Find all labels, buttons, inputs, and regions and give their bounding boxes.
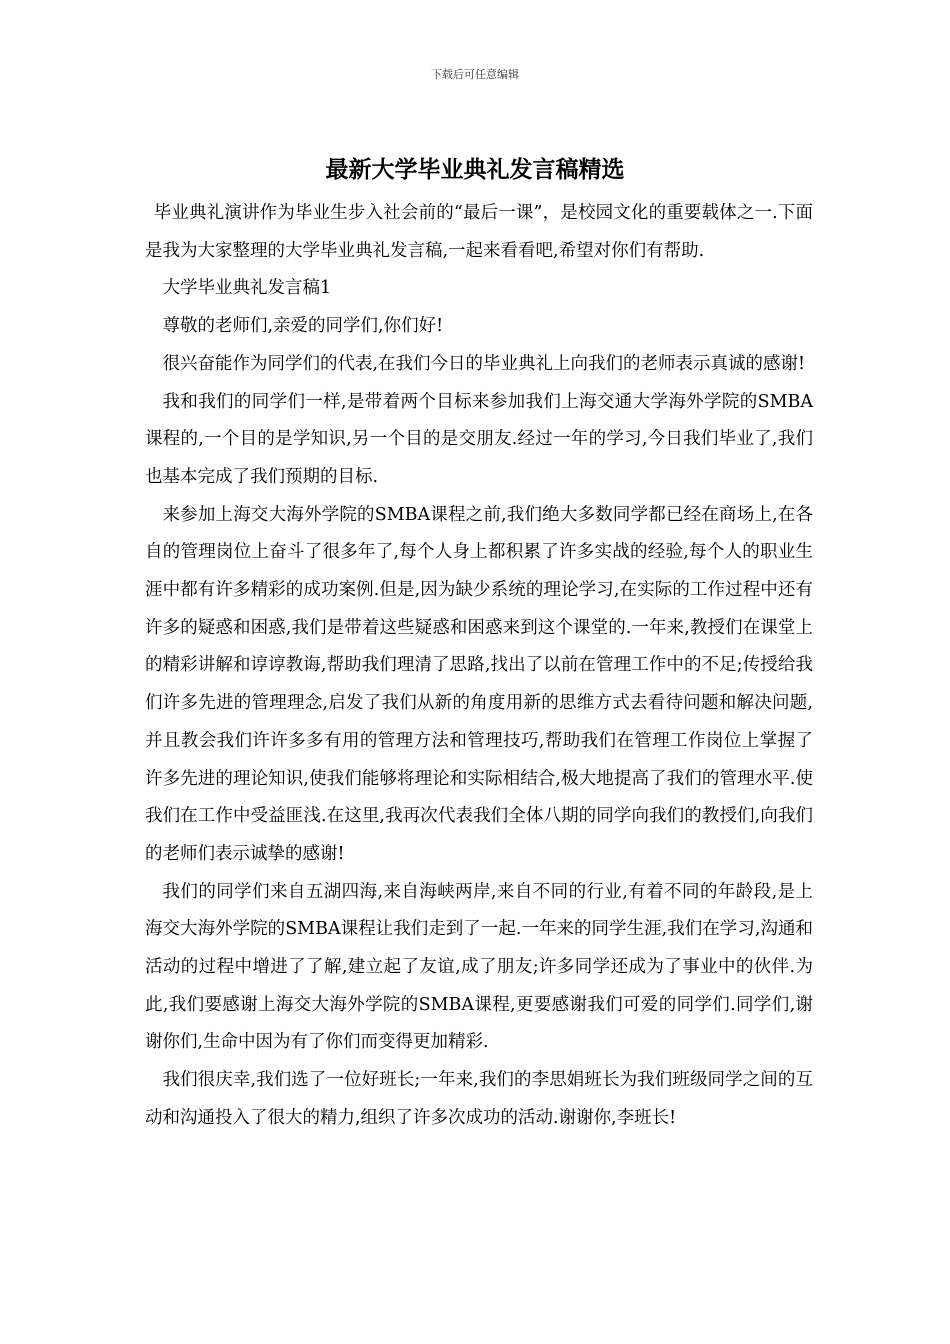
paragraph: 我们很庆幸,我们选了一位好班长;一年来,我们的李思娟班长为我们班级同学之间的互动和沟通投入了很大的精力,组织了许多次成功的活动.谢谢你,李班长! — [145, 1070, 813, 1128]
document-body — [145, 195, 813, 1138]
paragraph-intro: 毕业典礼演讲作为毕业生步入社会前的“最后一课”，是校园文化的重要载体之一.下面是我为大家整理的大学毕业典礼发言稿,一起来看看吧,希望对你们有帮助. — [145, 203, 813, 261]
paragraph: 我和我们的同学们一样,是带着两个目标来参加我们上海交通大学海外学院的SMBA课程的,一个目的是学知识,另一个目的是交朋友.经过一年的学习,今日我们毕业了,我们也基本完成了我们预期的目标. — [145, 391, 813, 487]
header-note: 下载后可任意编辑 — [431, 68, 519, 81]
section-heading: 大学毕业典礼发言稿1 — [162, 278, 332, 299]
paragraph: 来参加上海交大海外学院的SMBA课程之前,我们绝大多数同学都已经在商场上,在各自的管理岗位上奋斗了很多年了,每个人身上都积累了许多实战的经验,每个人的职业生涯中都有许多精彩的成功案例.但是,因为缺少系统的理论学习,在实际的工作过程中还有许多的疑惑和困惑,我们是带着这些疑惑和困惑来到这个课堂的.一年来,教授们在课堂上的精彩讲解和谆谆教诲,帮助我们理清了思路,找出了以前在管理工作中的不足;传授给我们许多先进的管理理念,启发了我们从新的角度用新的思维方式去看待问题和解决问题,并且教会我们许许多多有用的管理方法和管理技巧,帮助我们在管理工作岗位上掌握了许多先进的理论知识,使我们能够将理论和实际相结合,极大地提高了我们的管理水平.使我们在工作中受益匪浅.在这里,我再次代表我们全体八期的同学向我们的教授们,向我们的老师们表示诚挚的感谢! — [145, 504, 813, 864]
paragraph: 我们的同学们来自五湖四海,来自海峡两岸,来自不同的行业,有着不同的年龄段,是上海交大海外学院的SMBA课程让我们走到了一起.一年来的同学生涯,我们在学习,沟通和活动的过程中增进了了解,建立起了友谊,成了朋友;许多同学还成为了事业中的伙伴.为此,我们要感谢上海交大海外学院的SMBA课程,更要感谢我们可爱的同学们.同学们,谢谢你们,生命中因为有了你们而变得更加精彩. — [145, 881, 813, 1053]
paragraph-greeting: 尊敬的老师们,亲爱的同学们,你们好! — [162, 316, 444, 337]
paragraph: 很兴奋能作为同学们的代表,在我们今日的毕业典礼上向我们的老师表示真诚的感谢! — [162, 353, 806, 374]
document-title: 最新大学毕业典礼发言稿精选 — [325, 157, 625, 183]
